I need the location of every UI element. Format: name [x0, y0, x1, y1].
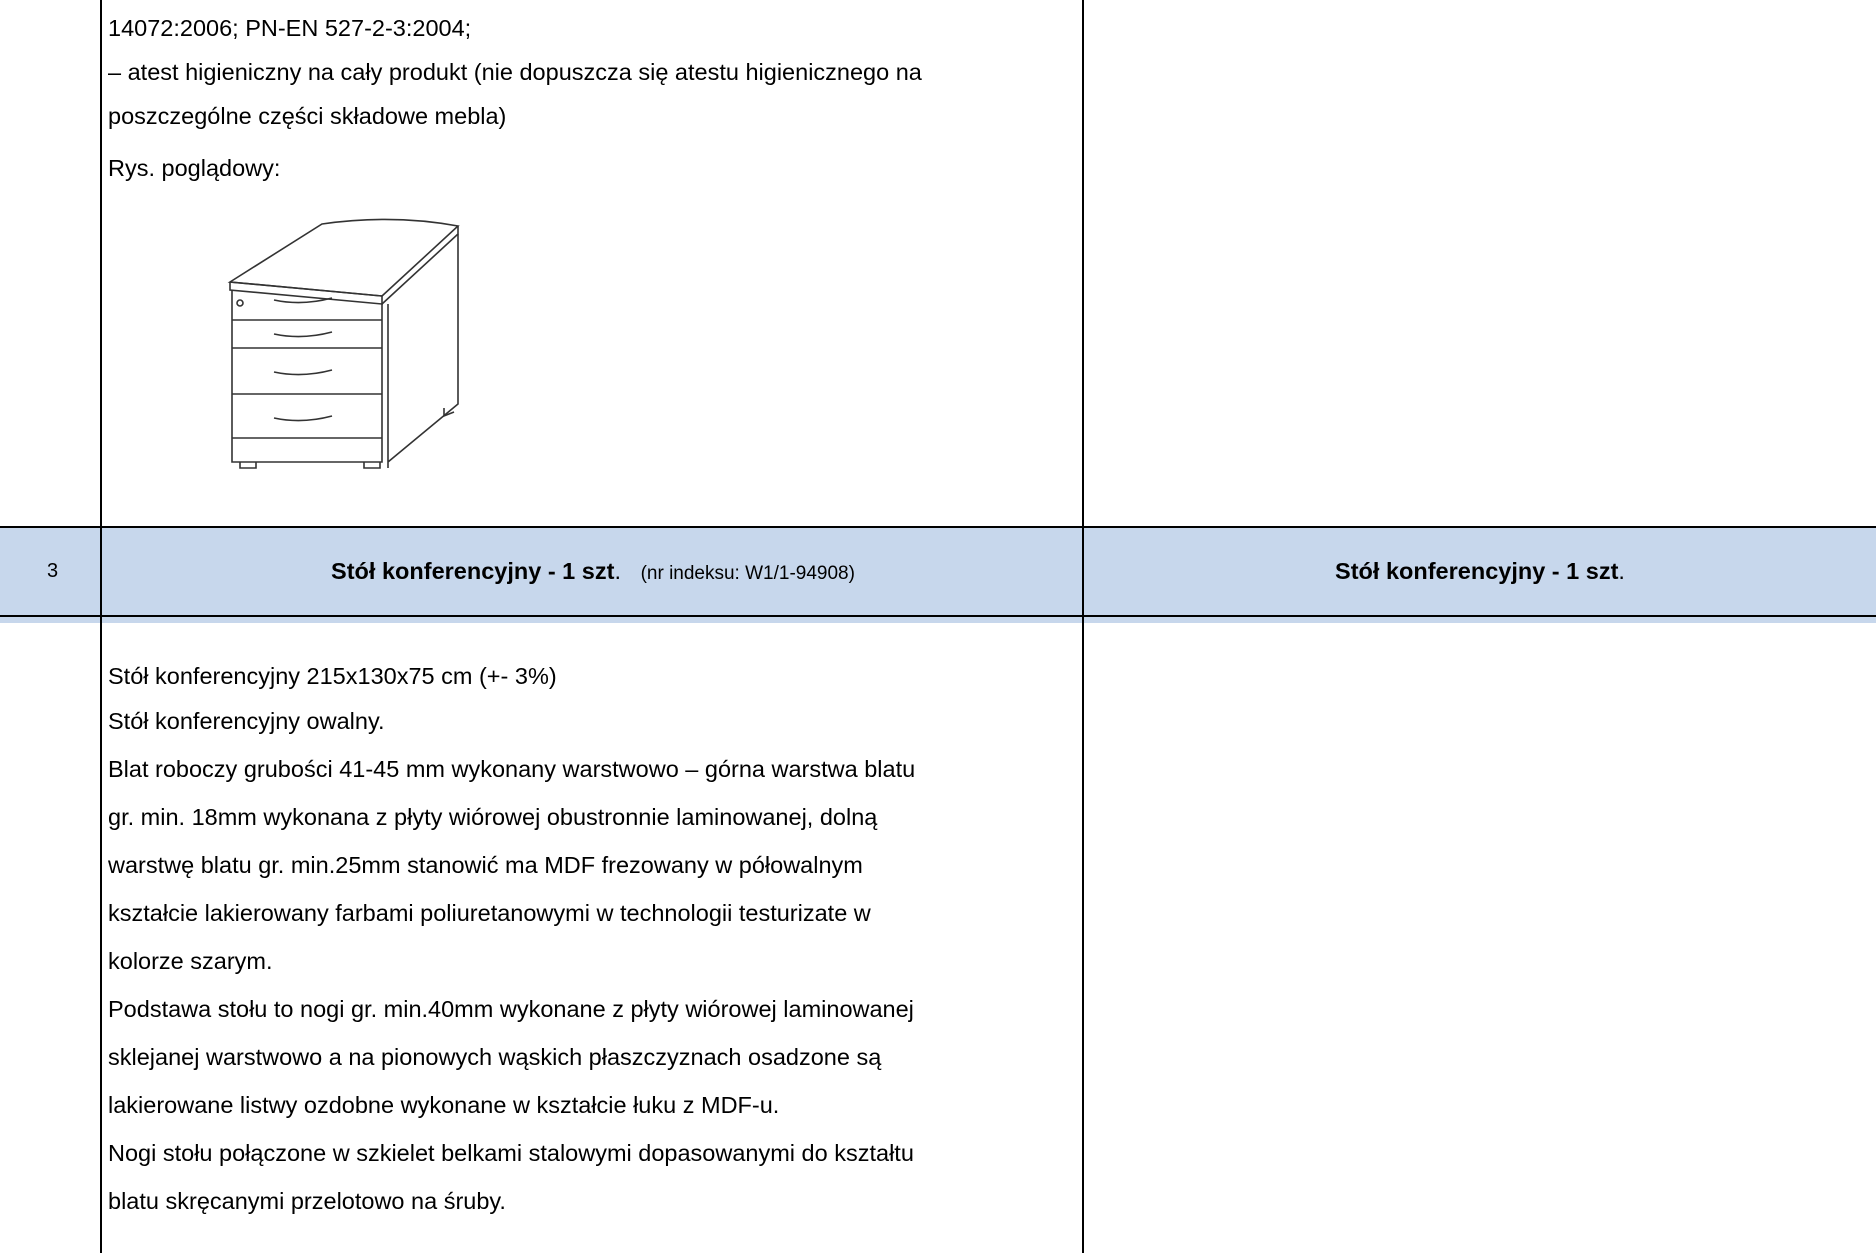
description-line: kształcie lakierowany farbami poliuretanowymi w technologii testurizate w	[108, 900, 871, 926]
row-border-top	[0, 526, 1876, 528]
description-line: Stół konferencyjny 215x130x75 cm (+- 3%)	[108, 663, 557, 689]
top-line-standards: 14072:2006; PN-EN 527-2-3:2004;	[108, 15, 472, 41]
row-border-bottom	[0, 615, 1876, 617]
mobile-drawer-cabinet-illustration	[222, 210, 472, 475]
description-line: blatu skręcanymi przelotowo na śruby.	[108, 1188, 506, 1214]
top-line-illustration-label: Rys. poglądowy:	[108, 155, 281, 181]
top-line-hygiene-certificate-cont: poszczególne części składowe mebla)	[108, 103, 507, 129]
item-title-left	[102, 558, 1084, 585]
item-title-left-dot: .	[614, 558, 621, 584]
description-line: kolorze szarym.	[108, 948, 273, 974]
description-line: lakierowane listwy ozdobne wykonane w kształcie łuku z MDF-u.	[108, 1092, 780, 1118]
description-line: Blat roboczy grubości 41-45 mm wykonany warstwowo – górna warstwa blatu	[108, 756, 916, 782]
item-title-left-name: Stół konferencyjny - 1 szt	[331, 558, 615, 584]
item-number: 3	[47, 560, 59, 582]
item-index-number: (nr indeksu: W1/1-94908)	[640, 563, 855, 584]
column-border-middle	[1082, 0, 1084, 1253]
description-line: sklejanej warstwowo a na pionowych wąskich płaszczyznach osadzone są	[108, 1044, 882, 1070]
item-title-right-name: Stół konferencyjny - 1 szt	[1335, 558, 1619, 584]
top-line-hygiene-certificate: – atest higieniczny na cały produkt (nie dopuszcza się atestu higienicznego na	[108, 59, 922, 85]
description-line: Nogi stołu połączone w szkielet belkami stalowymi dopasowanymi do kształtu	[108, 1140, 914, 1166]
description-line: Stół konferencyjny owalny.	[108, 708, 385, 734]
description-line: gr. min. 18mm wykonana z płyty wiórowej obustronnie laminowanej, dolną	[108, 804, 878, 830]
description-line: Podstawa stołu to nogi gr. min.40mm wykonane z płyty wiórowej laminowanej	[108, 996, 914, 1022]
description-line: warstwę blatu gr. min.25mm stanowić ma MDF frezowany w półowalnym	[108, 852, 863, 878]
column-border-left	[100, 0, 102, 1253]
item-title-right	[1084, 558, 1876, 585]
item-title-right-dot: .	[1618, 558, 1625, 584]
